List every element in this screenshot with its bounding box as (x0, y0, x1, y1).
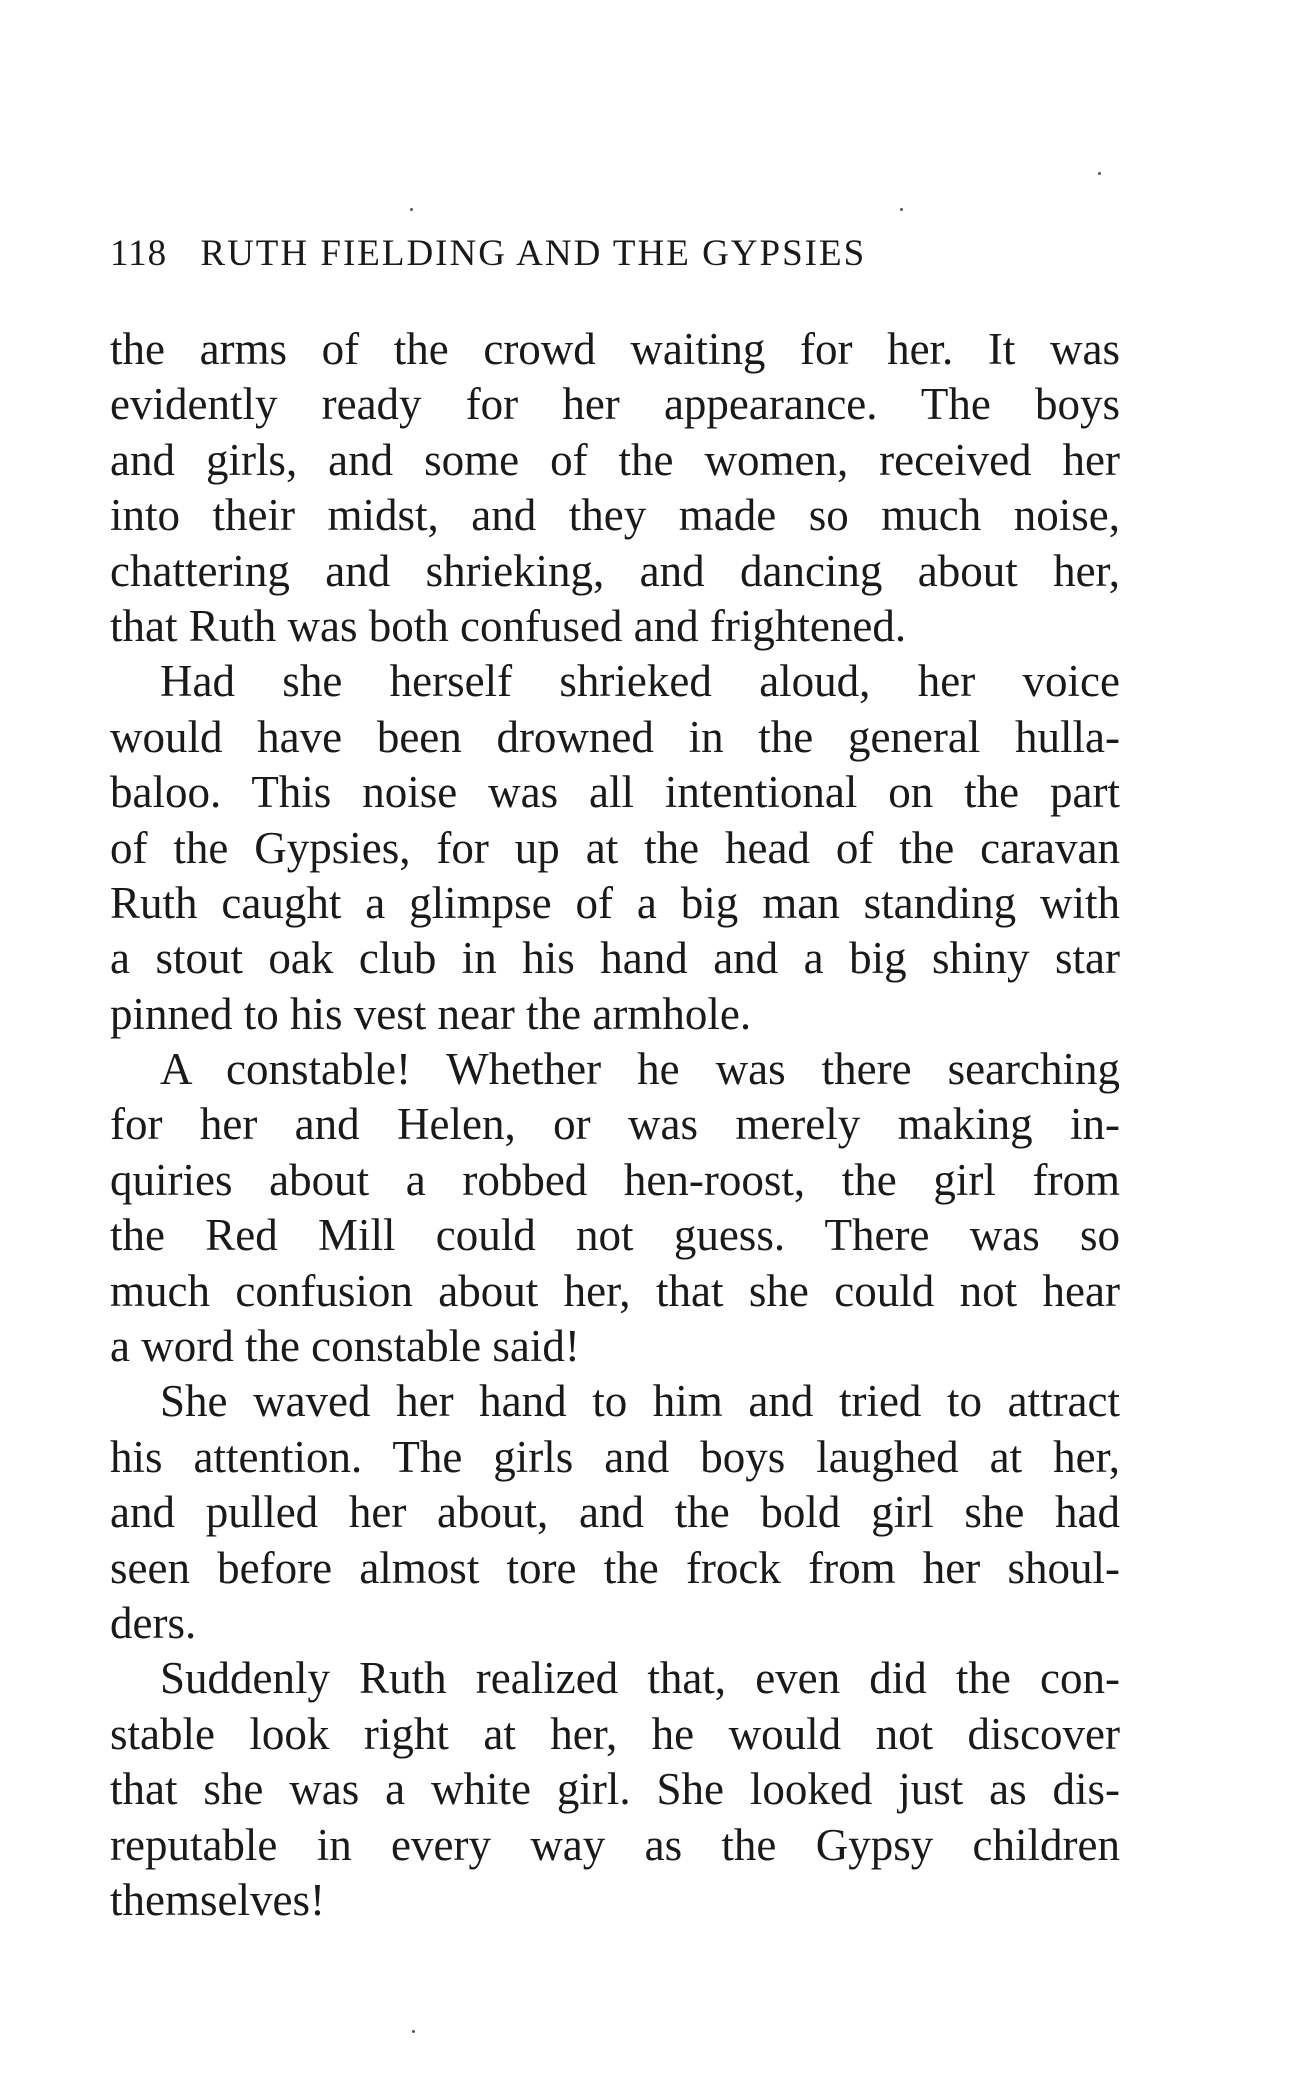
text-line: of the Gypsies, for up at the head of the caravan (110, 822, 1120, 873)
text-line: A constable! Whether he was there searching (160, 1044, 1120, 1095)
text-line: for her and Helen, or was merely making in- (110, 1099, 1120, 1150)
paragraph (110, 322, 1120, 654)
text-line: evidently ready for her appearance. The boys (110, 379, 1120, 430)
scan-speck (412, 2030, 415, 2033)
paragraph (110, 654, 1120, 1042)
text-line: ders. (110, 1597, 197, 1648)
text-line: a stout oak club in his hand and a big shiny star (110, 933, 1120, 984)
text-line: chattering and shrieking, and dancing about her, (110, 545, 1120, 596)
text-line: Had she herself shrieked aloud, her voice (160, 656, 1120, 707)
paragraph (110, 1374, 1120, 1651)
text-line: a word the constable said! (110, 1321, 580, 1372)
running-head (110, 230, 1120, 278)
text-line: baloo. This noise was all intentional on the part (110, 767, 1120, 818)
scan-speck (1098, 172, 1101, 175)
page-number: 118 (110, 233, 168, 274)
text-line: and pulled her about, and the bold girl she had (110, 1487, 1120, 1538)
scan-speck (410, 208, 413, 211)
text-line: the Red Mill could not guess. There was so (110, 1210, 1120, 1261)
text-line: quiries about a robbed hen-roost, the girl from (110, 1154, 1120, 1205)
paragraph (110, 1042, 1120, 1374)
text-line: much confusion about her, that she could not hear (110, 1265, 1120, 1316)
text-line: that Ruth was both confused and frightened. (110, 600, 907, 651)
text-line: stable look right at her, he would not discover (110, 1708, 1120, 1759)
text-line: themselves! (110, 1874, 325, 1925)
text-line: his attention. The girls and boys laughed at her, (110, 1431, 1120, 1482)
text-line: pinned to his vest near the armhole. (110, 988, 752, 1039)
scan-speck (900, 208, 903, 211)
text-line: Ruth caught a glimpse of a big man standing with (110, 877, 1120, 928)
text-line: reputable in every way as the Gypsy children (110, 1819, 1120, 1870)
text-line: would have been drowned in the general hulla- (110, 711, 1120, 762)
text-line: seen before almost tore the frock from her shoul- (110, 1542, 1120, 1593)
text-line: that she was a white girl. She looked just as dis- (110, 1764, 1120, 1815)
paragraph (110, 1651, 1120, 1928)
running-title: RUTH FIELDING AND THE GYPSIES (200, 233, 867, 274)
text-line: the arms of the crowd waiting for her. It was (110, 324, 1120, 374)
text-line: She waved her hand to him and tried to attract (160, 1376, 1120, 1427)
text-line: Suddenly Ruth realized that, even did the con- (160, 1653, 1120, 1704)
text-line: and girls, and some of the women, received her (110, 434, 1120, 485)
text-line: into their midst, and they made so much noise, (110, 490, 1120, 541)
body-text (110, 322, 1120, 1928)
